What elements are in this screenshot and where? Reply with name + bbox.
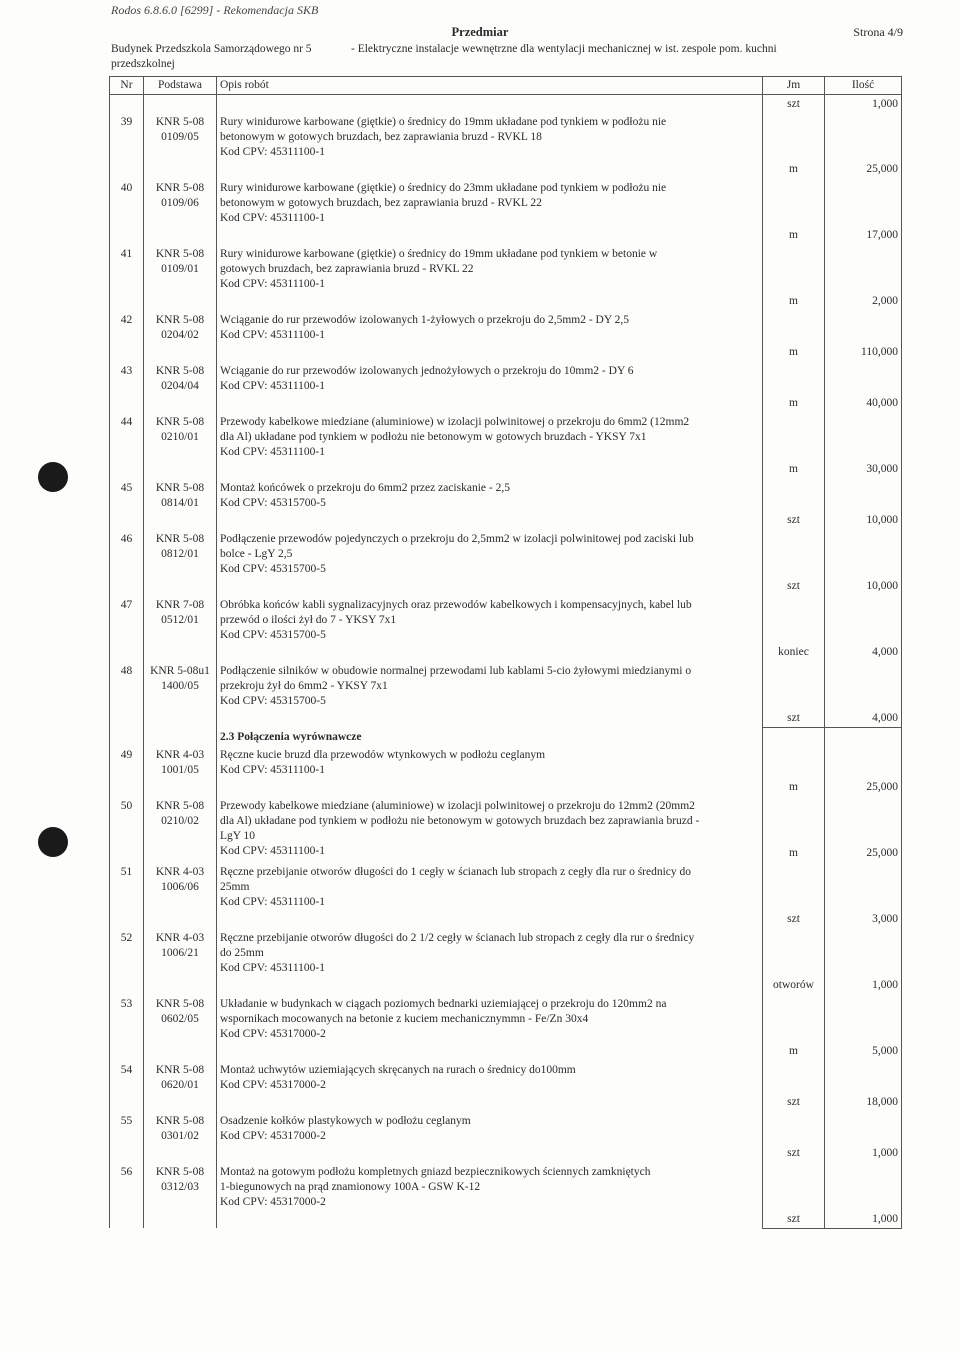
description-line: Montaż uchwytów uziemiających skręcanych na rurach o średnicy do100mm: [220, 1064, 576, 1076]
table-row: [110, 178, 902, 244]
cell-quantity: 10,000: [825, 529, 902, 595]
cpv-code: Kod CPV: 45311100-1: [220, 278, 325, 290]
cell-unit: szt: [763, 862, 825, 928]
cell-description: [217, 1060, 763, 1111]
cpv-code: Kod CPV: 45311100-1: [220, 446, 325, 458]
cell-nr: 46: [110, 529, 144, 595]
cell-quantity: 1,000: [825, 1111, 902, 1162]
cpv-code: Kod CPV: 45311100-1: [220, 845, 325, 857]
cell-quantity: 40,000: [825, 361, 902, 412]
cell-nr: 39: [110, 112, 144, 178]
description-line: Podłączenie przewodów pojedynczych o przekroju do 2,5mm2 w izolacji polwinitowej pod zaciski lub: [220, 533, 694, 545]
building-description: [111, 42, 901, 72]
cell-quantity: 4,000: [825, 595, 902, 661]
cell-base: [144, 862, 217, 928]
table-row: [110, 112, 902, 178]
cell-quantity: 25,000: [825, 796, 902, 862]
cell-description: [217, 727, 763, 745]
base-code: 0204/02: [161, 329, 199, 341]
description-line: Osadzenie kołków plastykowych w podłożu ceglanym: [220, 1115, 471, 1127]
cell-quantity: 18,000: [825, 1060, 902, 1111]
cell-quantity: 10,000: [825, 478, 902, 529]
cell-base: [144, 112, 217, 178]
building-name: Budynek Przedszkola Samorządowego nr 5: [111, 43, 312, 55]
cpv-code: Kod CPV: 45317000-2: [220, 1079, 326, 1091]
cell-nr: 42: [110, 310, 144, 361]
cell-quantity: 17,000: [825, 178, 902, 244]
description-line: wspornikach mocowanych na betonie z kuciem mechanicznymmn - Fe/Zn 30x4: [220, 1013, 589, 1025]
cell-base: [144, 529, 217, 595]
cpv-code: Kod CPV: 45315700-5: [220, 563, 326, 575]
base-code: KNR 5-08: [155, 314, 205, 326]
cell-base: [144, 244, 217, 310]
cell-quantity: 1,000: [825, 95, 902, 113]
base-code: KNR 5-08: [155, 248, 205, 260]
cell-unit: m: [763, 244, 825, 310]
cell-nr: 49: [110, 745, 144, 796]
cpv-code: Kod CPV: 45311100-1: [220, 212, 325, 224]
cell-base: [144, 745, 217, 796]
description-line: betonowym w gotowych bruzdach, bez zaprawiania bruzd - RVKL 18: [220, 131, 542, 143]
description-line: bolce - LgY 2,5: [220, 548, 293, 560]
table-row: [110, 661, 902, 727]
cell-unit: m: [763, 178, 825, 244]
cell-unit: m: [763, 412, 825, 478]
cell-unit: m: [763, 112, 825, 178]
table-row: [110, 745, 902, 796]
cell-description: [217, 310, 763, 361]
description-line: Obróbka końców kabli sygnalizacyjnych oraz przewodów kabelkowych i kompensacyjnych, kabel lub: [220, 599, 692, 611]
cell-description: [217, 112, 763, 178]
cpv-code: Kod CPV: 45315700-5: [220, 497, 326, 509]
base-code: KNR 7-08: [155, 599, 205, 611]
base-code: KNR 5-08: [155, 533, 205, 545]
cell-base: [144, 994, 217, 1060]
base-code: KNR 5-08: [155, 1115, 205, 1127]
cell-description: [217, 1111, 763, 1162]
table-row: [110, 412, 902, 478]
cell-nr: 41: [110, 244, 144, 310]
cpv-code: Kod CPV: 45311100-1: [220, 380, 325, 392]
cell-quantity: 3,000: [825, 862, 902, 928]
base-code: KNR 5-08: [155, 182, 205, 194]
cell-quantity: 110,000: [825, 310, 902, 361]
binder-hole: [38, 827, 68, 857]
table-row: [110, 95, 902, 113]
description-line: 1-biegunowych na prąd znamionowy 100A - GSW K-12: [220, 1181, 481, 1193]
description-line: do 25mm: [220, 947, 264, 959]
bill-of-quantities-table: [109, 76, 902, 1229]
cpv-code: Kod CPV: 45311100-1: [220, 962, 325, 974]
cell-unit: m: [763, 745, 825, 796]
cpv-code: Kod CPV: 45311100-1: [220, 329, 325, 341]
base-code: KNR 5-08: [155, 1166, 205, 1178]
column-header-base: Podstawa: [144, 77, 217, 95]
description-line: dla Al) układane pod tynkiem w podłożu nie betonowym w gotowych bruzdach - YKSY 7x1: [220, 431, 647, 443]
column-header-nr: Nr: [110, 77, 144, 95]
base-code: KNR 5-08: [155, 416, 205, 428]
cell-description: [217, 862, 763, 928]
base-code: KNR 5-08: [155, 998, 205, 1010]
base-code: 0301/02: [161, 1130, 199, 1142]
column-header-description: Opis robót: [217, 77, 763, 95]
base-code: 0210/02: [161, 815, 199, 827]
cpv-code: Kod CPV: 45311100-1: [220, 764, 325, 776]
cell-description: [217, 928, 763, 994]
base-code: 0512/01: [161, 614, 199, 626]
cell-unit: koniec: [763, 595, 825, 661]
cell-base: [144, 1162, 217, 1228]
description-line: Rury winidurowe karbowane (giętkie) o średnicy do 19mm układane pod tynkiem w podłożu nie: [220, 116, 667, 128]
column-header-quantity: Ilość: [825, 77, 902, 95]
table-row: [110, 478, 902, 529]
cell-empty: [110, 95, 144, 113]
cell-description: [217, 745, 763, 796]
description-line: Ręczne przebijanie otworów długości do 2 1/2 cegły w ścianach lub stropach z cegły dla rur o średnicy: [220, 932, 695, 944]
cell-base: [144, 478, 217, 529]
table-row: [110, 796, 902, 862]
cell-quantity: 25,000: [825, 745, 902, 796]
cell-nr: 56: [110, 1162, 144, 1228]
cell-base: [144, 595, 217, 661]
description-line: Przewody kabelkowe miedziane (aluminiowe) w izolacji polwinitowej o przekroju do 12mm2 (20mm2: [220, 800, 695, 812]
cell-quantity: 5,000: [825, 994, 902, 1060]
base-code: KNR 4-03: [155, 749, 205, 761]
building-line-2: przedszkolnej: [111, 58, 175, 70]
cpv-code: Kod CPV: 45317000-2: [220, 1028, 326, 1040]
table-row: [110, 928, 902, 994]
cell-description: [217, 361, 763, 412]
cell-base: [144, 661, 217, 727]
building-line-1: [111, 42, 901, 57]
cpv-code: Kod CPV: 45315700-5: [220, 629, 326, 641]
base-code: KNR 5-08: [155, 365, 205, 377]
table-row: [110, 1162, 902, 1228]
base-code: KNR 5-08: [155, 800, 205, 812]
base-code: 0812/01: [161, 548, 199, 560]
cell-base: [144, 928, 217, 994]
section-title: 2.3 Połączenia wyrównawcze: [220, 731, 362, 743]
page-title: Przedmiar: [451, 25, 509, 39]
description-line: przewód o ilości żył do 7 - YKSY 7x1: [220, 614, 397, 626]
cell-unit: m: [763, 796, 825, 862]
table-row: [110, 994, 902, 1060]
cell-nr: 40: [110, 178, 144, 244]
description-line: Wciąganie do rur przewodów izolowanych jednożyłowych o przekroju do 10mm2 - DY 6: [220, 365, 634, 377]
cell-base: [144, 412, 217, 478]
cell-nr: 51: [110, 862, 144, 928]
table-row: [110, 244, 902, 310]
base-code: 0109/01: [161, 263, 199, 275]
base-code: 0109/06: [161, 197, 199, 209]
cell-description: [217, 1162, 763, 1228]
cell-unit: szt: [763, 661, 825, 727]
description-line: Układanie w budynkach w ciągach poziomych bednarki uziemiającej o przekroju do 120mm2 na: [220, 998, 667, 1010]
cell-base: [144, 727, 217, 745]
description-line: Ręczne przebijanie otworów długości do 1 cegły w ścianach lub stropach z cegły dla rur o średnicy do: [220, 866, 692, 878]
table-row: [110, 595, 902, 661]
cell-description: [217, 595, 763, 661]
cell-quantity: [825, 727, 902, 745]
cell-base: [144, 1111, 217, 1162]
table-row: [110, 361, 902, 412]
cell-description: [217, 178, 763, 244]
cell-description: [217, 796, 763, 862]
section-row: [110, 727, 902, 745]
cell-base: [144, 178, 217, 244]
cell-nr: 44: [110, 412, 144, 478]
base-code: 0109/05: [161, 131, 199, 143]
description-line: Montaż na gotowym podłożu kompletnych gniazd bezpiecznikowych ściennych zamkniętych: [220, 1166, 651, 1178]
cell-nr: 52: [110, 928, 144, 994]
description-line: dla Al) układane pod tynkiem w podłożu nie betonowym w gotowych bruzdach bez zaprawiania bruzd -: [220, 815, 700, 827]
cell-unit: szt: [763, 1060, 825, 1111]
cell-nr: 45: [110, 478, 144, 529]
cell-base: [144, 310, 217, 361]
cell-description: [217, 478, 763, 529]
cell-nr: 55: [110, 1111, 144, 1162]
description-line: Montaż końcówek o przekroju do 6mm2 przez zaciskanie - 2,5: [220, 482, 510, 494]
cell-description: [217, 661, 763, 727]
cell-description: [217, 529, 763, 595]
cell-quantity: 30,000: [825, 412, 902, 478]
page-number: Strona 4/9: [853, 25, 903, 39]
cell-unit: m: [763, 361, 825, 412]
description-line: LgY 10: [220, 830, 256, 842]
cell-unit: szt: [763, 1162, 825, 1228]
description-line: 25mm: [220, 881, 250, 893]
cell-base: [144, 796, 217, 862]
base-code: KNR 5-08: [155, 482, 205, 494]
column-header-unit: Jm: [763, 77, 825, 95]
base-code: KNR 5-08u1: [150, 665, 210, 677]
cell-unit: szt: [763, 95, 825, 113]
cell-unit: szt: [763, 1111, 825, 1162]
table-header-row: [110, 77, 902, 95]
description-line: Przewody kabelkowe miedziane (aluminiowe) w izolacji polwinitowej o przekroju do 6mm2 (12mm2: [220, 416, 690, 428]
cell-unit: m: [763, 310, 825, 361]
base-code: 1001/05: [161, 764, 199, 776]
base-code: 0312/03: [161, 1181, 199, 1193]
table-row: [110, 529, 902, 595]
base-code: KNR 5-08: [155, 1064, 205, 1076]
description-line: Ręczne kucie bruzd dla przewodów wtynkowych w podłożu ceglanym: [220, 749, 546, 761]
base-code: 1400/05: [161, 680, 199, 692]
cell-base: [144, 1060, 217, 1111]
cpv-code: Kod CPV: 45311100-1: [220, 896, 325, 908]
cell-unit: m: [763, 994, 825, 1060]
table-row: [110, 862, 902, 928]
cell-base: [144, 361, 217, 412]
cpv-code: Kod CPV: 45317000-2: [220, 1196, 326, 1208]
table-row: [110, 1111, 902, 1162]
cpv-code: Kod CPV: 45315700-5: [220, 695, 326, 707]
cell-quantity: 1,000: [825, 1162, 902, 1228]
program-version: Rodos 6.8.6.0 [6299] - Rekomendacja SKB: [111, 3, 319, 17]
base-code: KNR 4-03: [155, 866, 205, 878]
table-row: [110, 310, 902, 361]
cell-nr: 47: [110, 595, 144, 661]
description-line: Podłączenie silników w obudowie normalnej przewodami lub kablami 5-cio żyłowymi miedzianymi o: [220, 665, 692, 677]
base-code: 0814/01: [161, 497, 199, 509]
base-code: KNR 4-03: [155, 932, 205, 944]
description-line: przekroju żył do 6mm2 - YKSY 7x1: [220, 680, 388, 692]
description-line: gotowych bruzdach, bez zaprawiania bruzd - RVKL 22: [220, 263, 474, 275]
cell-unit: szt: [763, 478, 825, 529]
table-body: [110, 95, 902, 1229]
base-code: 0204/04: [161, 380, 199, 392]
base-code: 0620/01: [161, 1079, 199, 1091]
base-code: KNR 5-08: [155, 116, 205, 128]
base-code: 0602/05: [161, 1013, 199, 1025]
table-row: [110, 1060, 902, 1111]
cell-nr: 54: [110, 1060, 144, 1111]
cell-nr: 48: [110, 661, 144, 727]
cell-description: [217, 244, 763, 310]
base-code: 1006/06: [161, 881, 199, 893]
cell-empty: [144, 95, 217, 113]
base-code: 1006/21: [161, 947, 199, 959]
cell-quantity: 4,000: [825, 661, 902, 727]
cell-nr: 43: [110, 361, 144, 412]
cell-description: [217, 412, 763, 478]
cell-nr: 53: [110, 994, 144, 1060]
cell-nr: [110, 727, 144, 745]
cell-description: [217, 994, 763, 1060]
cpv-code: Kod CPV: 45317000-2: [220, 1130, 326, 1142]
cell-unit: otworów: [763, 928, 825, 994]
cell-empty: [217, 95, 763, 113]
description-line: Rury winidurowe karbowane (giętkie) o średnicy do 23mm układane pod tynkiem w podłożu nie: [220, 182, 667, 194]
cell-unit: [763, 727, 825, 745]
base-code: 0210/01: [161, 431, 199, 443]
description-line: Wciąganie do rur przewodów izolowanych 1-żyłowych o przekroju do 2,5mm2 - DY 2,5: [220, 314, 629, 326]
cell-quantity: 2,000: [825, 244, 902, 310]
cell-quantity: 25,000: [825, 112, 902, 178]
description-line: Rury winidurowe karbowane (giętkie) o średnicy do 19mm układane pod tynkiem w betonie w: [220, 248, 658, 260]
cell-quantity: 1,000: [825, 928, 902, 994]
cell-nr: 50: [110, 796, 144, 862]
cell-unit: szt: [763, 529, 825, 595]
description-line: betonowym w gotowych bruzdach, bez zaprawiania bruzd - RVKL 22: [220, 197, 542, 209]
binder-hole: [38, 462, 68, 492]
building-scope: - Elektryczne instalacje wewnętrzne dla wentylacji mechanicznej w ist. zespole pom. kuchni: [351, 43, 777, 55]
cpv-code: Kod CPV: 45311100-1: [220, 146, 325, 158]
